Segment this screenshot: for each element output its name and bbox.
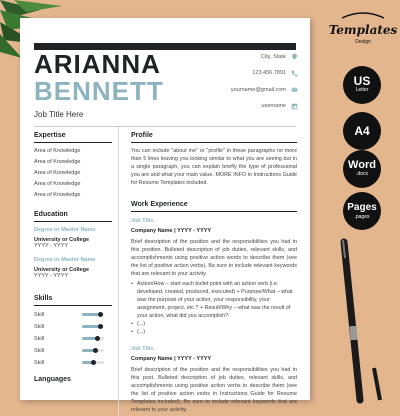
phone-icon (291, 70, 298, 77)
job-title-label: Job Title (131, 346, 154, 352)
pen-decoration (330, 236, 380, 400)
column-divider (118, 126, 119, 416)
left-column (34, 126, 114, 383)
skill-level-marker (91, 360, 96, 365)
job-description: Brief description of the position and the responsibilities you had in this position. Bulleted description of job duties, relevant skills, and accomplishments using positive action words to describe them (see the list of positive action verbs). Be sure to include relevant keywords that are relevant to your activity. (131, 239, 297, 277)
skill-row (34, 311, 114, 318)
badge-main: US (353, 74, 371, 88)
first-name: ARIANNA (34, 49, 161, 79)
skill-level-bar (82, 349, 104, 352)
expertise-item: Area of Knowledge (34, 181, 81, 187)
contact-email (188, 84, 298, 95)
badge-main: Word (348, 159, 376, 171)
job-bullet: • (...) (131, 320, 297, 328)
skill-level-marker (93, 348, 98, 353)
section-rule (34, 305, 112, 306)
skill-level-marker (95, 336, 100, 341)
badge-sub: .docx (356, 171, 368, 177)
right-column (131, 126, 297, 414)
skill-label: Skill (34, 359, 45, 366)
contact-linkedin (188, 101, 298, 112)
job-bullet: • (...) (131, 328, 297, 336)
expertise-item: Area of Knowledge (34, 159, 81, 165)
profile-text: You can include "about me" or "profile" in these paragraphs no more than 5 lines leaving you looking similar to what you are seeing but in a single paragraph, you can explain briefly the type of professional you are and what your main value. MORE INFO in Instructions Guide for Resume Templates included. (131, 148, 297, 186)
contact-phone (188, 68, 298, 79)
skill-label: Skill (34, 335, 45, 342)
languages-heading: Languages (34, 376, 71, 383)
skills-heading: Skills (34, 295, 53, 302)
badge-pages (343, 192, 381, 230)
skill-level-marker (98, 312, 103, 317)
education-degree: Degree or Master Name (34, 257, 96, 263)
email-icon (291, 86, 298, 93)
job-bullet: • Action/How – start each bullet point with an action verb (i.e. developed, created, produced, executed) + Purpose/What – what was the purpose of your action, your responsibility, your assignment, project, etc.? + Result/Why – what was the result of your action, what did you accomplish? (131, 280, 297, 320)
last-name: BENNETT (34, 76, 164, 106)
job-title: Job Title Here (34, 110, 84, 119)
contact-block (188, 51, 298, 117)
skill-level-bar (82, 361, 104, 364)
job-description: Brief description of the position and the responsibilities you had in this post. Bulleted description of job duties, relevant skills, and accomplishments using positive action verbs to describe them (see the list of positive action verbs in Instructions Guide for Resume Templates included). Be sure to include relevant keywords that are relevant to your activity. (131, 367, 297, 413)
expertise-item: Area of Knowledge (34, 192, 81, 198)
education-degree: Degree or Master Name (34, 227, 96, 233)
badge-a4 (343, 112, 381, 150)
expertise-item: Area of Knowledge (34, 170, 81, 176)
job-title-label: Job Title (131, 218, 154, 224)
section-rule (34, 221, 112, 222)
education-school: University or College (34, 267, 90, 273)
education-years: YYYY - YYYY (34, 273, 69, 279)
contact-location (188, 51, 298, 62)
badge-main: Pages (347, 202, 377, 213)
skill-row (34, 323, 114, 330)
education-school: University or College (34, 237, 90, 243)
badge-main: A4 (354, 124, 370, 138)
expertise-item: Area of Knowledge (34, 148, 81, 154)
contact-email-text: yourname@gmail.com (230, 86, 286, 93)
education-years: YYYY - YYYY (34, 243, 69, 249)
badge-word (343, 150, 381, 188)
section-rule (131, 142, 297, 143)
skill-level-marker (98, 324, 103, 329)
skill-label: Skill (34, 311, 45, 318)
skill-row (34, 335, 114, 342)
skill-row (34, 359, 114, 366)
section-rule (131, 211, 297, 212)
skill-row (34, 347, 114, 354)
resume-sheet (20, 18, 310, 413)
brand-logo-text: Templates (328, 23, 398, 37)
skill-level-bar (82, 313, 104, 316)
expertise-heading: Expertise (34, 132, 66, 139)
badge-us-letter (343, 66, 381, 104)
brand-logo (328, 10, 398, 51)
company-line: Company Name | YYYY - YYYY (131, 228, 212, 234)
skill-label: Skill (34, 323, 45, 330)
profile-heading: Profile (131, 132, 153, 139)
linkedin-icon (291, 103, 298, 110)
contact-phone-text: 123.456.7891 (252, 70, 286, 76)
contact-linkedin-text: username (261, 103, 286, 109)
education-heading: Education (34, 211, 68, 218)
brand-logo-sub: Design (355, 39, 371, 45)
skill-level-bar (82, 337, 104, 340)
section-rule (34, 142, 112, 143)
badge-sub: .pages (354, 214, 370, 220)
experience-heading: Work Experience (131, 201, 188, 208)
company-line: Company Name | YYYY - YYYY (131, 356, 212, 362)
location-icon (291, 53, 298, 60)
skills-list (34, 311, 114, 366)
contact-location-text: City, State (261, 53, 286, 60)
brand-logo-mark (328, 10, 398, 46)
skill-level-bar (82, 325, 104, 328)
skill-label: Skill (34, 347, 45, 354)
badge-sub: Letter (355, 87, 369, 93)
